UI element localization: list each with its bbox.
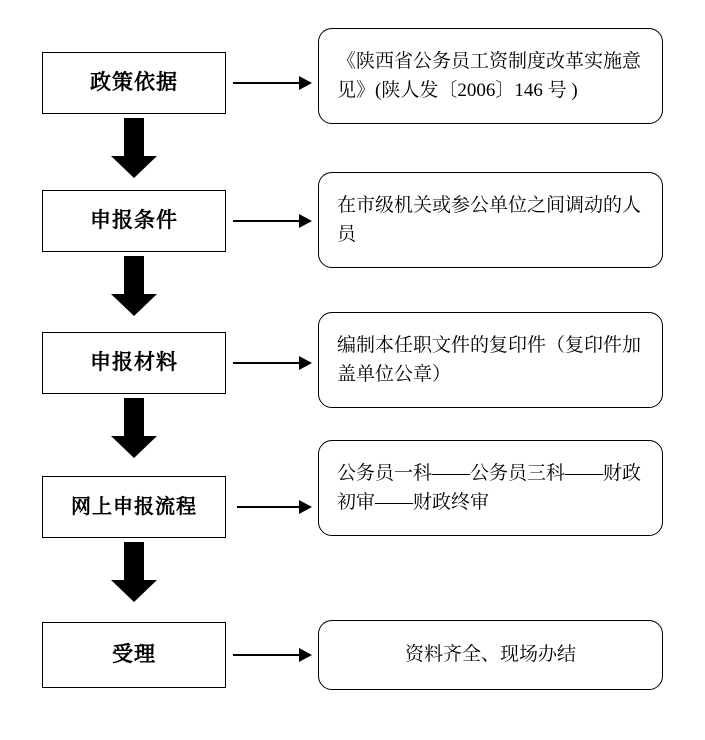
detail-box-2 bbox=[318, 172, 663, 268]
step-label-5: 受理 bbox=[112, 642, 156, 667]
detail-text-5: 资料齐全、现场办结 bbox=[404, 644, 576, 666]
detail-box-5 bbox=[318, 620, 663, 690]
step-box-3 bbox=[42, 332, 226, 394]
detail-box-3 bbox=[318, 312, 663, 408]
step-box-5 bbox=[42, 622, 226, 688]
detail-text-3: 编制本任职文件的复印件（复印件加盖单位公章） bbox=[337, 334, 642, 385]
connector-arrow-3 bbox=[233, 356, 313, 370]
step-label-4: 网上申报流程 bbox=[71, 496, 197, 518]
flow-arrow-4 bbox=[111, 542, 157, 602]
detail-text-1: 《陕西省公务员工资制度改革实施意见》(陕人发〔2006〕146 号 ) bbox=[337, 50, 642, 101]
step-box-1 bbox=[42, 52, 226, 114]
detail-box-4 bbox=[318, 440, 663, 536]
flow-arrow-2 bbox=[111, 256, 157, 316]
connector-arrow-1 bbox=[233, 76, 313, 90]
flow-arrow-1 bbox=[111, 118, 157, 178]
detail-text-2: 在市级机关或参公单位之间调动的人员 bbox=[337, 194, 642, 245]
connector-arrow-5 bbox=[233, 648, 313, 662]
step-box-4 bbox=[42, 476, 226, 538]
detail-text-4: 公务员一科——公务员三科——财政初审——财政终审 bbox=[337, 462, 642, 513]
step-label-2: 申报条件 bbox=[90, 208, 178, 233]
connector-arrow-4 bbox=[237, 500, 317, 514]
step-box-2 bbox=[42, 190, 226, 252]
flow-arrow-3 bbox=[111, 398, 157, 458]
step-label-1: 政策依据 bbox=[90, 70, 178, 95]
step-label-3: 申报材料 bbox=[90, 350, 178, 375]
connector-arrow-2 bbox=[233, 214, 313, 228]
detail-box-1 bbox=[318, 28, 663, 124]
